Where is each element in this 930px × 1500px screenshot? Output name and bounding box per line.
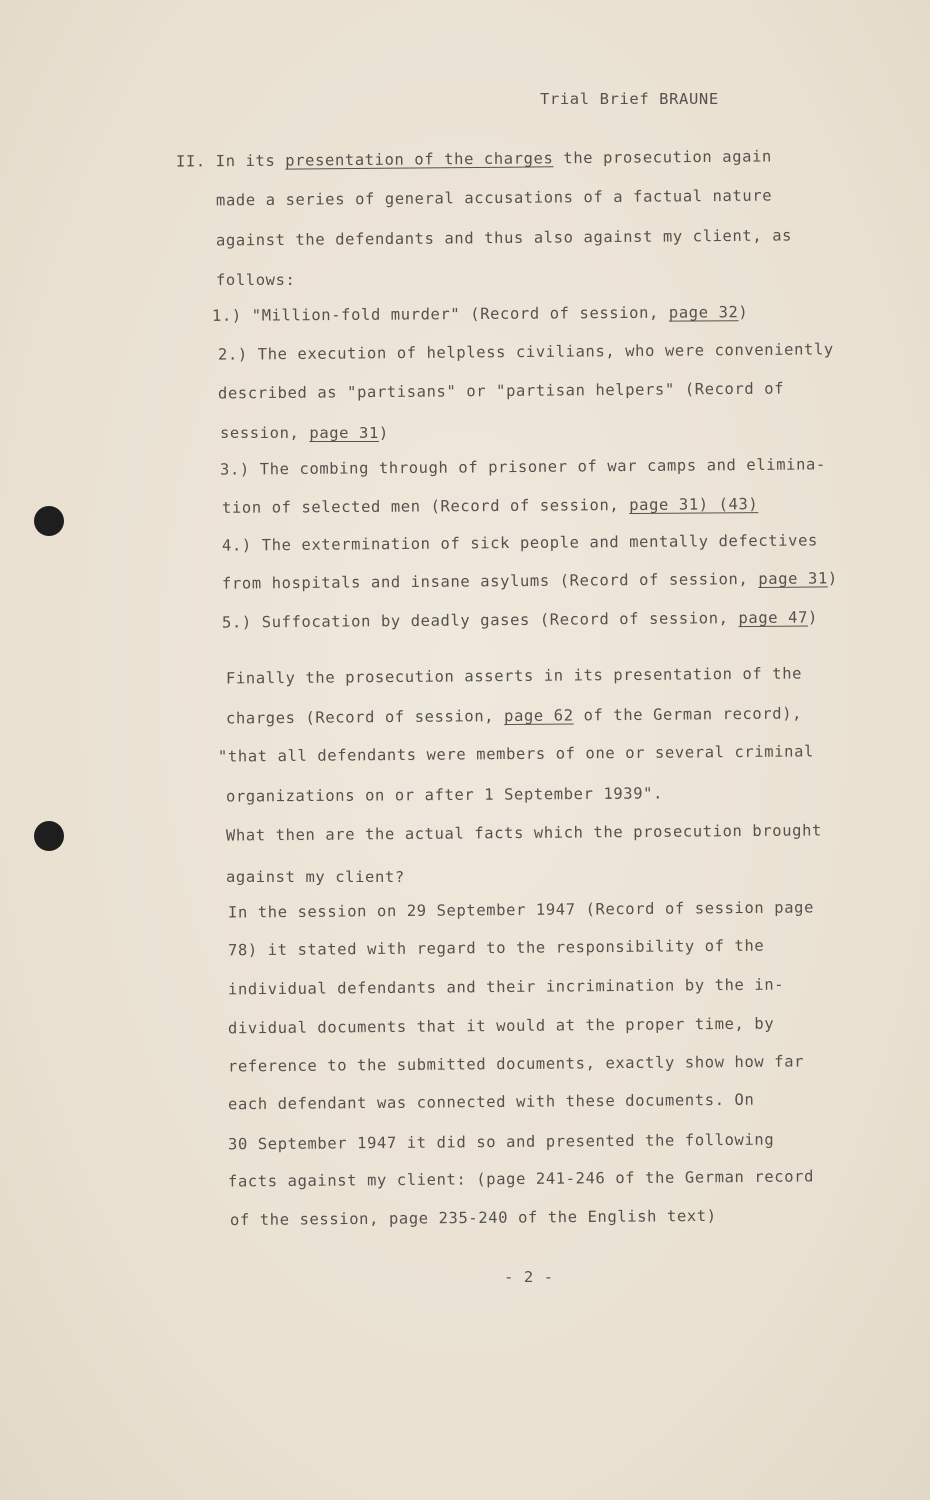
what-line-2: against my client? xyxy=(226,868,405,886)
item-4-line-2: from hospitals and insane asylums (Record of session, page 31) xyxy=(221,569,838,593)
session-line-9: of the session, page 235-240 of the English text) xyxy=(229,1206,717,1230)
session-line-2: 78) it stated with regard to the responsibility of the xyxy=(227,936,765,960)
intro-line-4: follows: xyxy=(216,271,296,289)
session-line-8: facts against my client: (page 241-246 of the German record xyxy=(227,1167,815,1191)
finally-line-4: organizations on or after 1 September 1939". xyxy=(225,784,664,806)
page-header: Trial Brief BRAUNE xyxy=(540,90,719,108)
intro-line-2: made a series of general accusations of a factual nature xyxy=(215,186,773,210)
page-number: - 2 - xyxy=(504,1268,554,1286)
finally-line-3: "that all defendants were members of one or several criminal xyxy=(217,742,814,766)
item-3-line-1: 3.) The combing through of prisoner of war camps and elimina- xyxy=(219,455,826,479)
punch-hole-top xyxy=(34,506,64,536)
session-line-1: In the session on 29 September 1947 (Record of session page xyxy=(227,898,815,922)
punch-hole-bottom xyxy=(34,821,64,851)
item-3-line-2: tion of selected men (Record of session, page 31) (43) xyxy=(221,495,759,517)
intro-line-1: II. In its presentation of the charges the prosecution again xyxy=(175,147,772,171)
session-line-4: dividual documents that it would at the proper time, by xyxy=(227,1014,775,1038)
what-line-1: What then are the actual facts which the prosecution brought xyxy=(225,821,822,845)
item-1: 1.) "Million-fold murder" (Record of session, page 32) xyxy=(211,303,749,325)
item-4-line-1: 4.) The extermination of sick people and mentally defectives xyxy=(221,531,818,555)
finally-line-2: charges (Record of session, page 62 of the German record), xyxy=(225,704,803,728)
finally-line-1: Finally the prosecution asserts in its presentation of the xyxy=(225,664,803,688)
item-5: 5.) Suffocation by deadly gases (Record of session, page 47) xyxy=(221,608,818,632)
session-line-3: individual defendants and their incrimination by the in- xyxy=(227,975,785,999)
session-line-6: each defendant was connected with these documents. On xyxy=(227,1090,755,1114)
session-line-7: 30 September 1947 it did so and presented the following xyxy=(227,1130,775,1154)
item-2-line-1: 2.) The execution of helpless civilians, who were conveniently xyxy=(217,340,834,364)
item-2-line-3: session, page 31) xyxy=(220,424,389,442)
session-line-5: reference to the submitted documents, exactly show how far xyxy=(227,1052,805,1076)
item-2-line-2: described as "partisans" or "partisan helpers" (Record of xyxy=(217,379,785,403)
intro-line-3: against the defendants and thus also against my client, as xyxy=(215,226,793,250)
